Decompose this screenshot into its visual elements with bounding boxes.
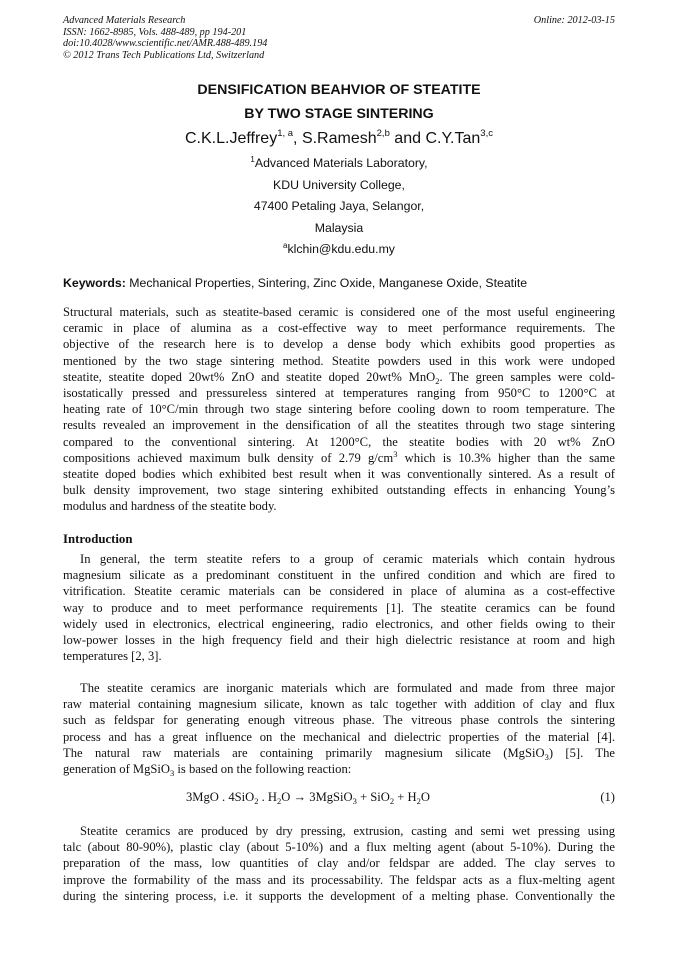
email-sup: a xyxy=(283,241,288,250)
author-3: and C.Y.Tan xyxy=(389,130,481,147)
paragraph-line: low-power losses in the high frequency field and their high dielectric resistance at room and high xyxy=(63,633,615,648)
abstract-line: objective of the research here is to develop a dense body which exhibits good properties as xyxy=(63,337,615,352)
abstract xyxy=(63,304,615,515)
abstract-line: Structural materials, such as steatite-based ceramic is considered one of the most useful engineering xyxy=(63,305,615,319)
intro-paragraph-3 xyxy=(63,823,615,904)
reaction-equation: 3MgO . 4SiO$_2$ . $H_2O$ → 3MgSiO$_3$ + $SiO_2 + H_2O$ xyxy=(186,790,431,806)
author-3-sup: 3,c xyxy=(480,128,493,139)
abstract-line: steatite doped bodies which exhibited best result when it was conventionally sintered. As a result of xyxy=(63,467,615,482)
author-1: C.K.L.Jeffrey xyxy=(185,130,278,147)
paragraph-line: preparation of the mass, low quantities of clay and/or feldspar are added. The clay serves to xyxy=(63,856,615,871)
abstract-line: modulus and hardness of the steatite body. xyxy=(63,499,277,514)
author-email xyxy=(63,242,615,256)
affiliation-line-2: KDU University College, xyxy=(273,178,405,192)
affiliation-line-3: 47400 Petaling Jaya, Selangor, xyxy=(253,199,425,213)
intro-paragraph-2 xyxy=(63,680,615,777)
abstract-line: results revealed an improvement in the densification of all the steatites through two stage sintering xyxy=(63,418,615,433)
paragraph-line: The natural raw materials are containing primarily magnesium silicate (MgSiO$_3$) [5]. The xyxy=(63,745,616,762)
abstract-line: ceramic in place of alumina as a cost-effective way to meet performance requirements. The xyxy=(63,321,615,336)
paragraph-line: during the sintering process, i.e. it supports the development of a melting phase. Conventionally the xyxy=(63,888,615,903)
paragraph-line: temperatures [2, 3]. xyxy=(63,649,162,664)
abstract-line: compared to the conventional sintering. At 1200°C, the steatite bodies with 20 wt% ZnO xyxy=(63,434,615,449)
keywords-label: Keywords: xyxy=(63,276,126,290)
journal-header xyxy=(63,15,615,61)
issn-line: ISSN: 1662-8985, Vols. 488-489, pp 194-201 xyxy=(63,26,247,38)
author-list xyxy=(63,130,615,148)
abstract-line: bulk density improvement, two stage sintering exhibited outstanding effects in enhancing Young’s xyxy=(63,483,615,498)
keywords-text: Mechanical Properties, Sintering, Zinc Oxide, Manganese Oxide, Steatite xyxy=(125,276,528,290)
keywords xyxy=(63,276,615,290)
abstract-line: heating rate of 10°C/min through two stage sintering before cooling down to room temperature. The xyxy=(63,402,615,417)
affiliation-line-4: Malaysia xyxy=(314,221,364,235)
abstract-line: isostatically pressed and pressureless sintered at temperatures ranging from 950°C to 1200°C at xyxy=(63,386,615,401)
paragraph-line: way to produce and to meet performance requirements [1]. The steatite ceramics can be found xyxy=(63,600,615,615)
affiliation-text-1: Advanced Materials Laboratory, xyxy=(254,156,428,170)
paragraph-line: Steatite ceramics are produced by dry pressing, extrusion, casting and semi wet pressing using xyxy=(80,824,615,838)
paragraph-line: magnesium silicate as a predominant constituent in the unfired condition and which are fired to xyxy=(63,568,615,583)
doi-line: doi:10.4028/www.scientific.net/AMR.488-489.194 xyxy=(63,38,268,50)
paragraph-line: such as feldspar for generating enough vitreous phase. The vitreous phase controls the sintering xyxy=(63,713,615,728)
paragraph-line: raw material containing magnesium silicate, known as talc together with addition of clay and flux xyxy=(63,697,615,712)
affiliation-line-1 xyxy=(63,156,615,170)
abstract-line: mentioned by the two stage sintering method. Steatite powders used in this work were undoped xyxy=(63,353,615,368)
paper-title-line-1: DENSIFICATION BEAHVIOR OF STEATITE xyxy=(197,82,481,98)
abstract-line: compositions achieved maximum bulk density of 2.79 $g/cm^3$ which is 10.3% higher than the same xyxy=(63,448,615,465)
paragraph-line: talc (about 80-90%), plastic clay (about 5-10%) and a flux melting agent (about 5-10%). During the xyxy=(63,840,615,855)
paragraph-line: widely used in electronics, electrical engineering, radio electronics, and other fields owing to their xyxy=(63,616,615,631)
online-date: Online: 2012-03-15 xyxy=(533,15,615,26)
paragraph-line: generation of MgSiO$_3$ is based on the following reaction: xyxy=(63,762,352,779)
paragraph-line: The steatite ceramics are inorganic materials which are formulated and made from three major xyxy=(80,681,615,695)
author-1-sup: 1, a xyxy=(277,128,294,139)
journal-name: Advanced Materials Research xyxy=(63,15,186,26)
paragraph-line: In general, the term steatite refers to a group of ceramic materials which contain hydrous xyxy=(80,552,615,566)
author-2-sup: 2,b xyxy=(376,128,390,139)
copyright-line: © 2012 Trans Tech Publications Ltd, Switzerland xyxy=(63,49,265,61)
affiliation-sup: 1 xyxy=(250,155,255,164)
paragraph-line: vitrification. Steatite ceramic materials can be considered in place of alumina as a cost-effective xyxy=(63,584,615,599)
equation-number: (1) xyxy=(600,790,615,804)
paragraph-line: improve the formability of the mass and its processability. The feldspar acts as a flux-melting agent xyxy=(63,872,615,887)
abstract-line: steatite, steatite doped 20wt% ZnO and steatite doped 20wt% MnO$_2$. The green samples were cold- xyxy=(63,369,615,386)
introduction-heading: Introduction xyxy=(63,532,133,546)
email-text: klchin@kdu.edu.my xyxy=(287,242,395,256)
paragraph-line: process and has a great influence on the mechanical and dielectric properties of the material [4]. xyxy=(63,729,615,744)
intro-paragraph-1 xyxy=(63,551,615,664)
author-2: , S.Ramesh xyxy=(293,130,377,147)
paper-title-line-2: BY TWO STAGE SINTERING xyxy=(244,106,434,122)
